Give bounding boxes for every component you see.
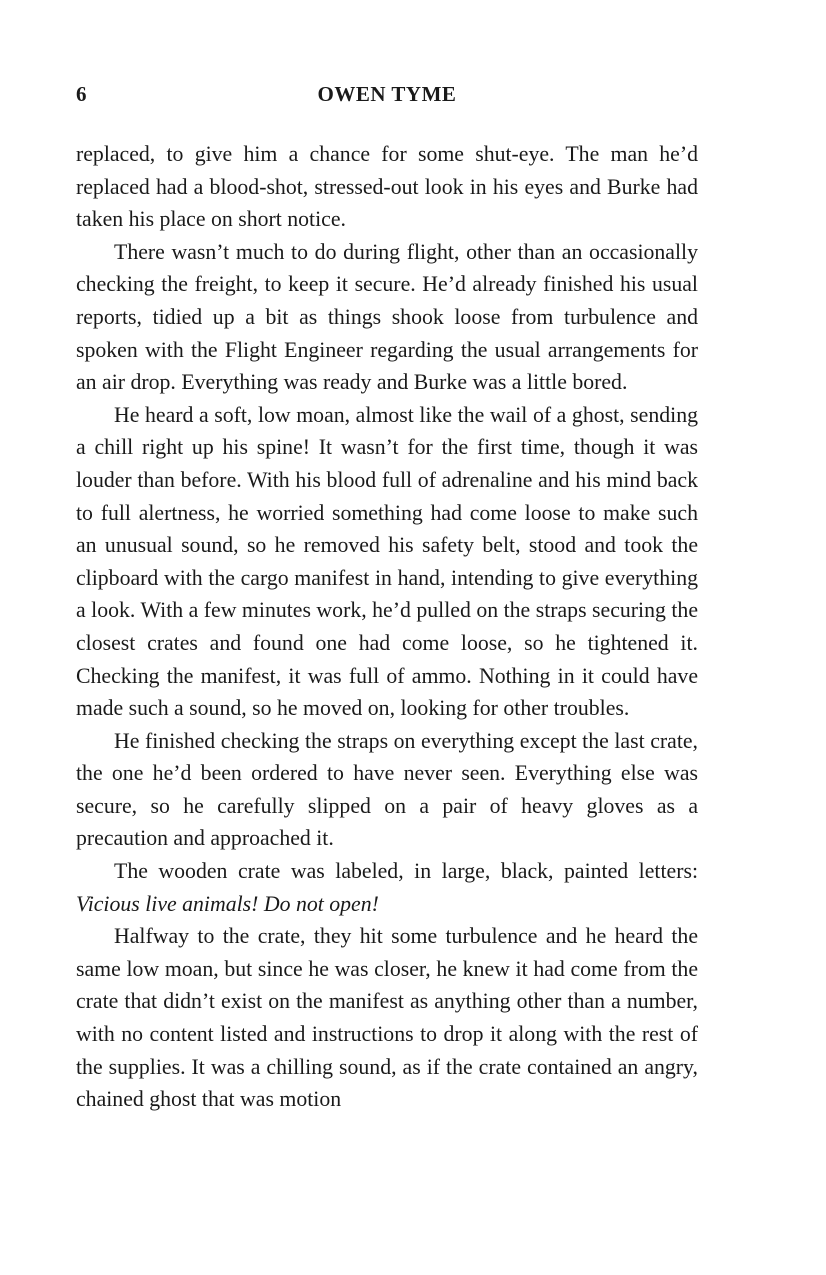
paragraph-6: Halfway to the crate, they hit some turbulence and he heard the same low moan, but since he was closer, he knew it had come from the crate that didn’t exist on the manifest as anything other than a number, with no content listed and instructions to drop it along with the rest of the supplies. It was a chilling sound, as if the crate contained an angry, chained ghost that was motion <box>76 924 698 1112</box>
paragraph-2: There wasn’t much to do during flight, other than an occasionally checking the freight, to keep it secure. He’d already finished his usual reports, tidied up a bit as things shook loose from turbulence and spoken with the Flight Engineer regarding the usual arrangements for an air drop. Everything was ready and Burke was a little bored. <box>76 239 698 395</box>
paragraph-3: He heard a soft, low moan, almost like the wail of a ghost, sending a chill right up his spine! It wasn’t for the first time, though it was louder than before. With his blood full of adrenaline and his mind back to full alertness, he worried something had come loose to make such an unusual sound, so he removed his safety belt, stood and took the clipboard with the cargo manifest in hand, intending to give everything a look. With a few minutes work, he’d pulled on the straps securing the closest crates and found one had come loose, so he tightened it. Checking the manifest, it was full of ammo. Nothing in it could have made such a sound, so he moved on, looking for other troubles. <box>76 402 698 721</box>
body-text <box>76 138 698 1116</box>
paragraph-1: replaced, to give him a chance for some shut-eye. The man he’d replaced had a blood-shot, stressed-out look in his eyes and Burke had taken his place on short notice. <box>76 142 698 232</box>
paragraph-4: He finished checking the straps on everything except the last crate, the one he’d been ordered to have never seen. Everything else was secure, so he carefully slipped on a pair of heavy gloves as a precaution and approached it. <box>76 728 698 851</box>
running-header <box>76 82 698 112</box>
page-number: 6 <box>76 82 87 106</box>
crate-label-text: Vicious live animals! Do not open! <box>76 891 379 916</box>
paragraph-5 <box>76 855 698 920</box>
book-title: OWEN TYME <box>317 82 457 106</box>
book-page <box>76 82 698 1116</box>
paragraph-5-text: The wooden crate was labeled, in large, black, painted letters: <box>114 859 698 884</box>
